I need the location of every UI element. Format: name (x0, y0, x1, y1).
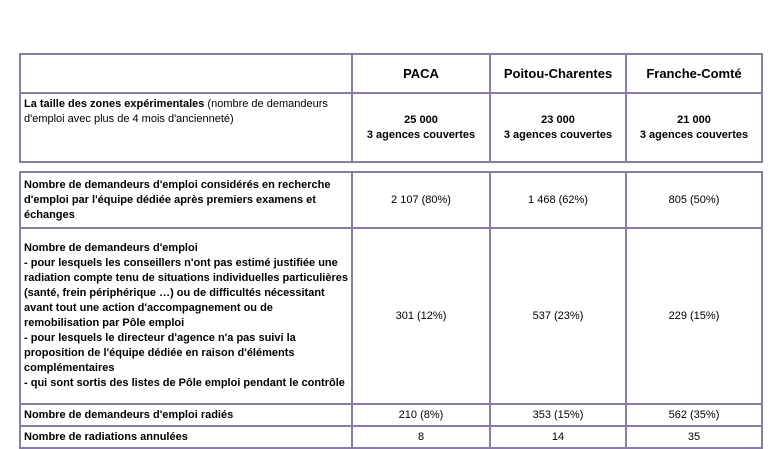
row-label: Nombre de demandeurs d'emploi considérés en recherche d'emploi par l'équipe dédiée après premiers examens et échanges (20, 172, 352, 228)
table-row (20, 228, 762, 404)
row-value-franche-comte: 805 (50%) (626, 172, 762, 228)
row-value-paca: 210 (8%) (352, 404, 490, 426)
zone-size-paca (352, 93, 490, 162)
zone-size-label-rest: (nombre de demandeurs d'emploi avec plus de 4 mois d'ancienneté) (24, 98, 328, 125)
row-value-poitou: 1 468 (62%) (490, 172, 626, 228)
header-empty-cell (20, 54, 352, 93)
header-franche-comte: Franche-Comté (626, 54, 762, 93)
row-value-poitou: 14 (490, 426, 626, 448)
table-row (20, 426, 762, 448)
row-label-line: - pour lesquels le directeur d'agence n'a pas suivi la proposition de l'équipe dédiée en raison d'éléments complémentaires (24, 332, 296, 374)
zone-size-count: 23 000 (541, 113, 575, 126)
zone-size-label (20, 93, 352, 162)
row-label-line: - pour lesquels les conseillers n'ont pas estimé justifiée une radiation compte tenu de situations individuelles particulières (santé, frein périphérique …) ou de difficultés nécessitant avant tout une action d'accompagnement ou de remobilisation par Pôle emploi (24, 257, 348, 329)
zone-size-agencies: 3 agences couvertes (639, 128, 749, 141)
row-value-paca: 2 107 (80%) (352, 172, 490, 228)
row-label: Nombre de demandeurs d'emploi radiés (20, 404, 352, 426)
zone-size-franche-comte (626, 93, 762, 162)
table-row (20, 404, 762, 426)
zone-size-count: 21 000 (677, 113, 711, 126)
row-label (20, 228, 352, 404)
header-poitou-charentes: Poitou-Charentes (490, 54, 626, 93)
zone-size-count: 25 000 (404, 113, 438, 126)
table-row (20, 172, 762, 228)
header-paca: PACA (352, 54, 490, 93)
row-value-paca: 8 (352, 426, 490, 448)
zone-size-poitou (490, 93, 626, 162)
zone-size-row (20, 93, 762, 162)
zone-size-label-bold: La taille des zones expérimentales (24, 98, 205, 110)
row-label: Nombre de radiations annulées (20, 426, 352, 448)
results-table (19, 171, 763, 449)
row-value-paca: 301 (12%) (352, 228, 490, 404)
row-value-poitou: 353 (15%) (490, 404, 626, 426)
row-label-line: - qui sont sortis des listes de Pôle emploi pendant le contrôle (24, 377, 345, 389)
zone-size-agencies: 3 agences couvertes (366, 128, 476, 141)
row-value-poitou: 537 (23%) (490, 228, 626, 404)
row-label-line: Nombre de demandeurs d'emploi (24, 242, 198, 254)
row-value-franche-comte: 229 (15%) (626, 228, 762, 404)
header-row (20, 54, 762, 93)
row-value-franche-comte: 35 (626, 426, 762, 448)
zone-size-agencies: 3 agences couvertes (503, 128, 613, 141)
row-value-franche-comte: 562 (35%) (626, 404, 762, 426)
zones-table (19, 53, 763, 163)
